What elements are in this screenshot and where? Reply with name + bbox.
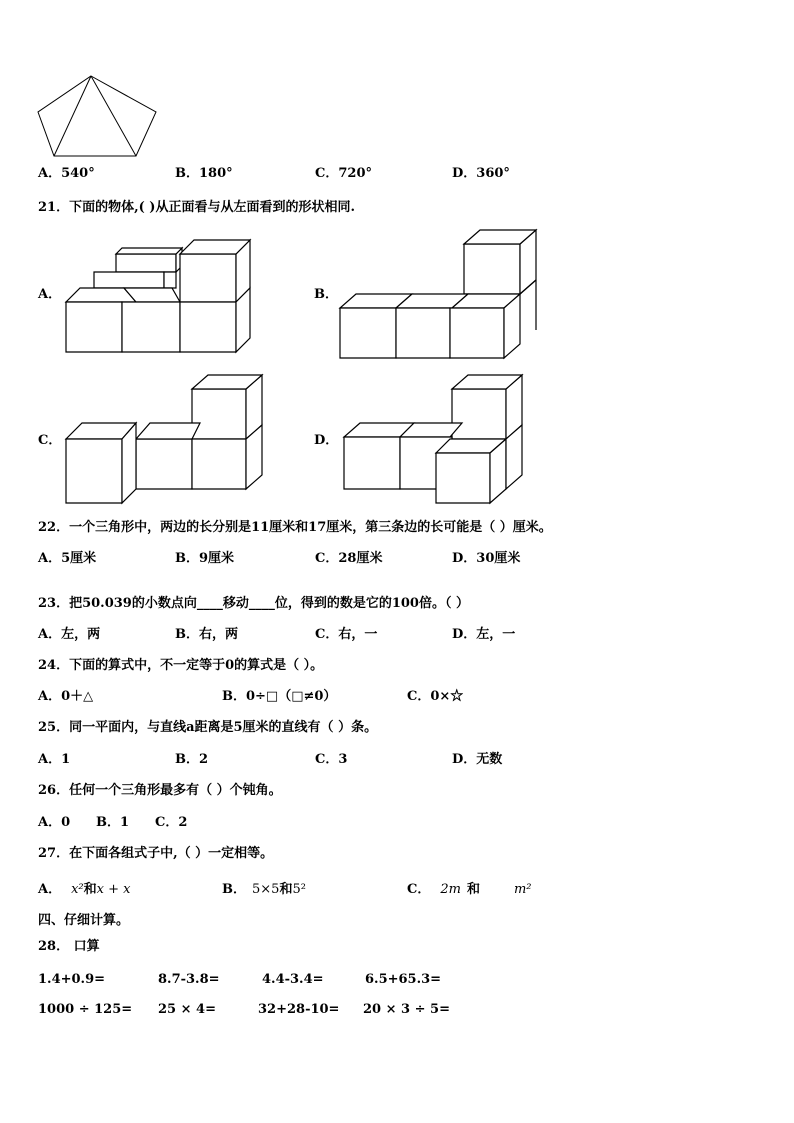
q27-option-b-label: B．: [222, 882, 246, 897]
q23-stem: 23．把50.039的小数点向____移动____位，得到的数是它的100倍。（ ）: [38, 596, 470, 611]
q21-option-d-label[interactable]: D．: [314, 433, 339, 448]
q27-option-b-and: 和: [279, 882, 293, 897]
q25-option-a[interactable]: A．1: [38, 752, 71, 767]
q21-option-c-label[interactable]: C．: [38, 433, 62, 448]
q27-option-a[interactable]: [38, 882, 130, 898]
q21-figure-c[interactable]: [64, 373, 266, 505]
q26-option-a[interactable]: A．0: [38, 815, 71, 830]
q27-option-c-and: 和: [466, 882, 480, 897]
q27-option-a-expr1: x²: [71, 882, 84, 897]
q22-option-d[interactable]: D．30厘米: [452, 551, 521, 566]
q22-option-a[interactable]: A．5厘米: [38, 551, 97, 566]
q27-stem: 27．在下面各组式子中,（ ）一定相等。: [38, 846, 274, 861]
q24-option-a[interactable]: A．0＋△: [38, 689, 94, 704]
q27-option-c-label: C．: [407, 882, 431, 897]
q23-option-b[interactable]: B．右，两: [175, 627, 238, 642]
q24-option-c[interactable]: C．0×☆: [407, 689, 464, 704]
q27-option-a-expr2: x + x: [96, 882, 131, 897]
q28-item-6[interactable]: 25 × 4=: [158, 1002, 216, 1017]
q23-option-c[interactable]: C．右，一: [315, 627, 378, 642]
q27-option-a-label: A．: [38, 882, 62, 897]
q27-option-c[interactable]: [407, 882, 532, 898]
q25-stem: 25．同一平面内，与直线a距离是5厘米的直线有（ ）条。: [38, 720, 378, 735]
q27-option-c-expr2: m²: [513, 882, 532, 897]
q28-item-2[interactable]: 8.7-3.8=: [158, 972, 220, 987]
q26-option-b[interactable]: B．1: [96, 815, 130, 830]
q22-stem: 22．一个三角形中，两边的长分别是11厘米和17厘米，第三条边的长可能是（ ）厘米。: [38, 520, 552, 535]
pentagon-figure: [36, 74, 160, 160]
q21-stem: 21．下面的物体,( )从正面看与从左面看到的形状相同.: [38, 200, 355, 215]
q23-option-a[interactable]: A．左，两: [38, 627, 101, 642]
q27-option-b[interactable]: [222, 882, 306, 898]
q25-option-c[interactable]: C．3: [315, 752, 348, 767]
q21-option-b-label[interactable]: B．: [314, 287, 338, 302]
q28-item-1[interactable]: 1.4+0.9=: [38, 972, 106, 987]
q26-stem: 26．任何一个三角形最多有（ ）个钝角。: [38, 783, 282, 798]
q27-option-b-expr2: 5²: [292, 882, 306, 897]
q20-option-c[interactable]: C．720°: [315, 166, 372, 181]
q21-option-a-label[interactable]: A．: [38, 287, 62, 302]
q25-option-b[interactable]: B．2: [175, 752, 209, 767]
q28-item-5[interactable]: 1000 ÷ 125=: [38, 1002, 133, 1017]
q24-option-b[interactable]: B．0÷□（□≠0）: [222, 689, 337, 704]
q28-item-4[interactable]: 6.5+65.3=: [365, 972, 442, 987]
q27-option-b-expr1: 5×5: [252, 882, 280, 897]
q28-item-8[interactable]: 20 × 3 ÷ 5=: [363, 1002, 450, 1017]
q20-option-a[interactable]: A．540°: [38, 166, 95, 181]
q20-option-b[interactable]: B．180°: [175, 166, 233, 181]
q21-figure-a[interactable]: [64, 236, 256, 358]
q28-item-7[interactable]: 32+28-10=: [258, 1002, 340, 1017]
q28-item-3[interactable]: 4.4-3.4=: [262, 972, 324, 987]
section4-title: 四、仔细计算。: [38, 913, 130, 928]
q27-option-c-expr1: 2m: [440, 882, 461, 897]
q28-stem: 28． 口算: [38, 939, 100, 954]
q21-figure-b[interactable]: [338, 228, 540, 360]
q23-option-d[interactable]: D．左，一: [452, 627, 516, 642]
q20-option-d[interactable]: D．360°: [452, 166, 510, 181]
q27-option-a-and: 和: [83, 882, 97, 897]
q25-option-d[interactable]: D．无数: [452, 752, 503, 767]
q22-option-b[interactable]: B．9厘米: [175, 551, 235, 566]
q21-figure-d[interactable]: [342, 373, 526, 505]
q22-option-c[interactable]: C．28厘米: [315, 551, 383, 566]
q26-option-c[interactable]: C．2: [155, 815, 188, 830]
q24-stem: 24．下面的算式中，不一定等于0的算式是（ ）。: [38, 658, 324, 673]
